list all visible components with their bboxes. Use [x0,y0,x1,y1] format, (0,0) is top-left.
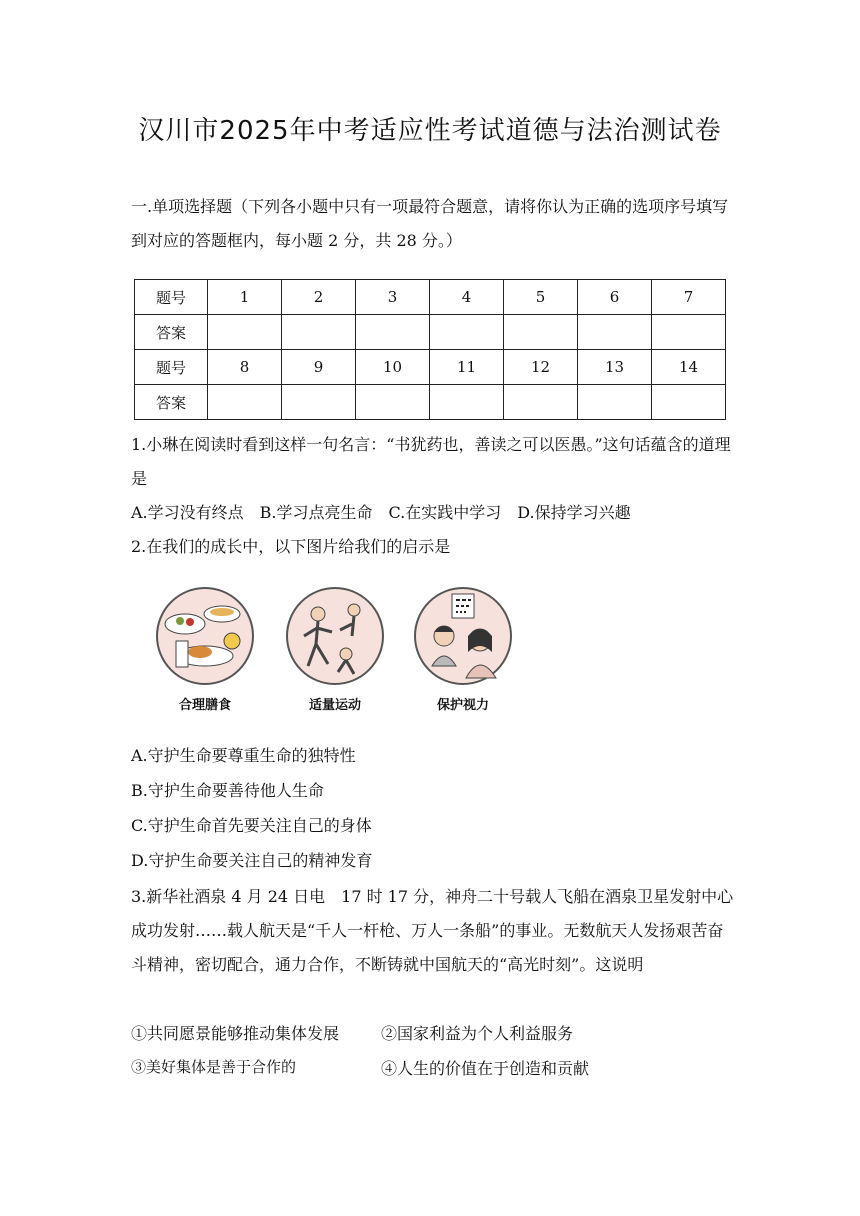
answer-cell[interactable] [578,315,652,350]
question-3-statement-2: ②国家利益为个人利益服务 [381,1024,574,1043]
question-3-stem: 3.新华社酒泉 4 月 24 日电 17 时 17 分，神舟二十号载人飞船在酒泉卫星发射中心成功发射……载人航天是“千人一杆枪、万人一条船”的事业。无数航天人发扬艰苦奋斗精神，密切配合，通力合作，不断铸就中国航天的“高光时刻”。这说明 [131,887,734,974]
figure-caption: 适量运动 [308,698,361,713]
question-3-statement-1: ①共同愿景能够推动集体发展 [131,1024,340,1043]
question-number-cell: 9 [282,350,356,385]
question-number-cell: 3 [356,280,430,315]
question-number-cell: 13 [578,350,652,385]
table-row [135,385,726,420]
question-number-cell: 5 [504,280,578,315]
answer-cell[interactable] [578,385,652,420]
label-answer: 答案 [135,315,208,350]
question-number-cell: 6 [578,280,652,315]
question-number-cell: 1 [208,280,282,315]
question-number-cell: 12 [504,350,578,385]
question-1-options: A.学习没有终点 B.学习点亮生命 C.在实践中学习 D.保持学习兴趣 [131,503,631,522]
question-number-cell: 11 [430,350,504,385]
question-number-cell: 8 [208,350,282,385]
answer-cell[interactable] [652,315,726,350]
figure-caption: 保护视力 [436,698,489,713]
question-2-option-b: B.守护生命要善待他人生命 [131,781,324,800]
figure-diet [150,586,260,713]
answer-table [134,279,726,420]
answer-cell[interactable] [282,315,356,350]
label-answer: 答案 [135,385,208,420]
question-2-option-a: A.守护生命要尊重生命的独特性 [131,746,356,765]
answer-cell[interactable] [356,315,430,350]
answer-cell[interactable] [208,385,282,420]
question-2-option-c: C.守护生命首先要关注自己的身体 [131,816,372,835]
question-number-cell: 7 [652,280,726,315]
question-2-stem: 2.在我们的成长中，以下图片给我们的启示是 [131,537,451,556]
page-title: 汉川市2025年中考适应性考试道德与法治测试卷 [138,116,722,146]
question-2-option-d: D.守护生命要关注自己的精神发育 [131,851,373,870]
question-number-cell: 4 [430,280,504,315]
figure-exercise [280,586,390,713]
answer-cell[interactable] [430,315,504,350]
answer-cell[interactable] [504,315,578,350]
answer-cell[interactable] [208,315,282,350]
question-3-statement-4: ④人生的价值在于创造和贡献 [381,1059,590,1078]
exercise-illustration-icon [280,586,390,686]
question-1-stem: 1.小琳在阅读时看到这样一句名言：“书犹药也，善读之可以医愚。”这句话蕴含的道理是 [131,435,731,488]
question-3-statement-3: ③美好集体是善于合作的 [131,1058,297,1076]
question-number-cell: 2 [282,280,356,315]
table-row [135,350,726,385]
figure-eyesight [408,586,518,713]
label-question-number: 题号 [135,350,208,385]
answer-cell[interactable] [356,385,430,420]
answer-cell[interactable] [652,385,726,420]
section-heading: 一.单项选择题（下列各小题中只有一项最符合题意，请将你认为正确的选项序号填写到对应的答题框内，每小题 2 分，共 28 分。） [131,197,729,250]
answer-cell[interactable] [430,385,504,420]
question-number-cell: 10 [356,350,430,385]
eye-chart-illustration-icon [408,586,518,686]
answer-cell[interactable] [282,385,356,420]
figure-caption: 合理膳食 [178,698,231,713]
question-number-cell: 14 [652,350,726,385]
table-row [135,280,726,315]
label-question-number: 题号 [135,280,208,315]
diet-illustration-icon [150,586,260,686]
table-row [135,315,726,350]
answer-cell[interactable] [504,385,578,420]
